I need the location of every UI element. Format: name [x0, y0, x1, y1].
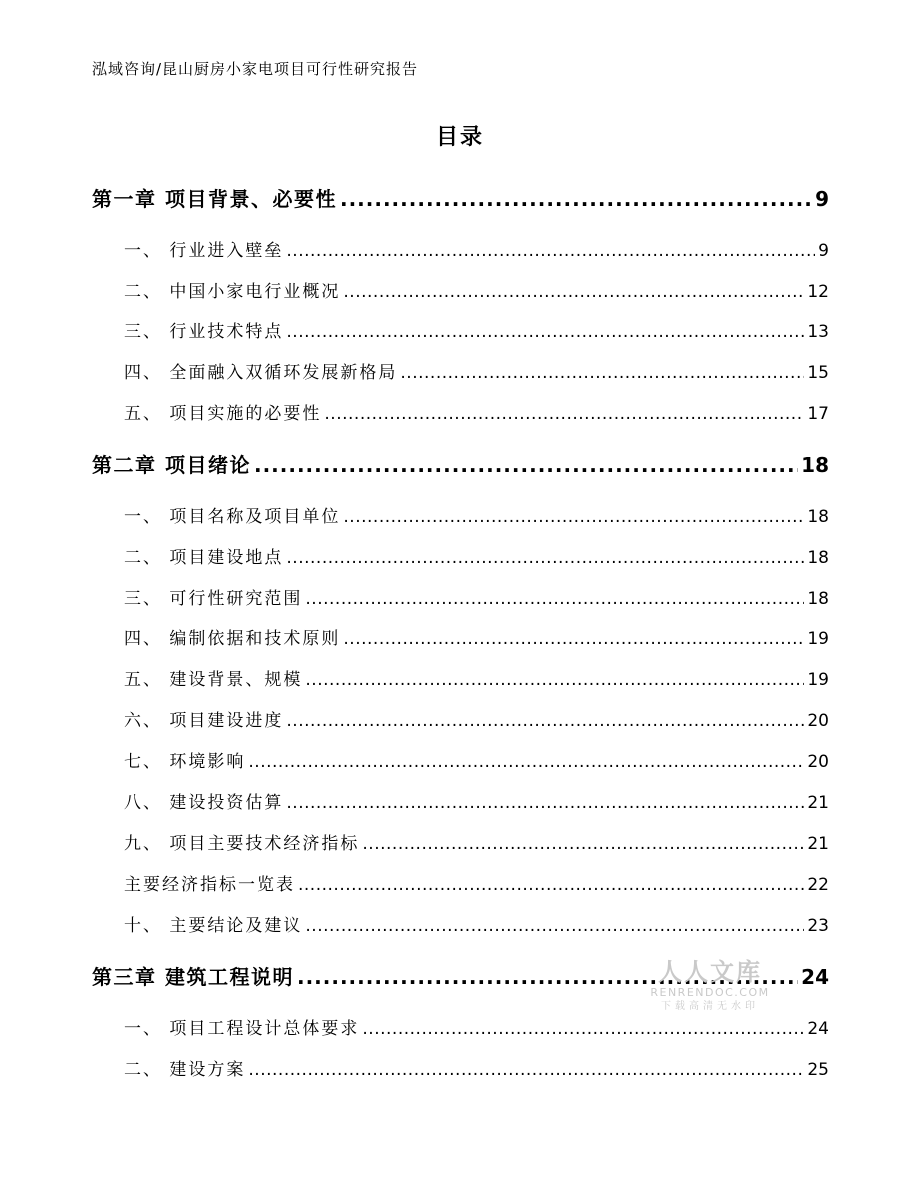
toc-dot-leader: [254, 453, 798, 477]
toc-page-number: 18: [807, 548, 829, 568]
toc-dot-leader: [340, 187, 812, 211]
page-title: 目录: [435, 125, 484, 150]
toc-page-number: 23: [807, 916, 829, 936]
toc-section[interactable]: [92, 317, 829, 342]
toc-dot-leader: [286, 322, 804, 342]
toc-section[interactable]: [92, 706, 829, 731]
toc-dot-leader: [343, 629, 804, 649]
toc-entry-label: 六、 项目建设进度: [124, 711, 284, 731]
toc-section[interactable]: [92, 624, 829, 649]
toc-entry-label: 三、 行业技术特点: [124, 322, 284, 342]
toc-dot-leader: [248, 1060, 804, 1080]
toc-entry-label: 九、 项目主要技术经济指标: [124, 834, 360, 854]
toc-entry-label: 三、 可行性研究范围: [124, 589, 303, 609]
toc-entry-label: 四、 全面融入双循环发展新格局: [124, 363, 398, 383]
watermark-logo: 人人文库: [658, 958, 762, 986]
toc-dot-leader: [286, 711, 804, 731]
toc-section[interactable]: [92, 236, 829, 261]
toc-page-number: 19: [807, 629, 829, 649]
toc-entry-label: 第三章 建筑工程说明: [92, 965, 294, 989]
toc-dot-leader: [343, 507, 804, 527]
toc-section[interactable]: [92, 1014, 829, 1039]
toc-entry-label: 十、 主要结论及建议: [124, 916, 303, 936]
toc-section[interactable]: [92, 870, 829, 895]
toc-dot-leader: [286, 241, 815, 261]
toc-entry-label: 一、 项目名称及项目单位: [124, 507, 341, 527]
toc-section[interactable]: [92, 1055, 829, 1080]
toc-dot-leader: [362, 834, 804, 854]
toc-page-number: 18: [807, 589, 829, 609]
toc-entry-label: 一、 项目工程设计总体要求: [124, 1019, 360, 1039]
toc-dot-leader: [286, 548, 804, 568]
toc-entry-label: 第一章 项目背景、必要性: [92, 187, 337, 211]
toc-section[interactable]: [92, 358, 829, 383]
toc-page-number: 20: [807, 711, 829, 731]
toc-dot-leader: [400, 363, 804, 383]
toc-dot-leader: [324, 404, 804, 424]
toc-dot-leader: [248, 752, 804, 772]
running-header: 泓域咨询/昆山厨房小家电项目可行性研究报告: [92, 60, 419, 78]
toc-dot-leader: [305, 670, 804, 690]
toc-page-number: 22: [807, 875, 829, 895]
toc-page-number: 17: [807, 404, 829, 424]
toc-section[interactable]: [92, 788, 829, 813]
toc-section[interactable]: [92, 502, 829, 527]
toc-page-number: 25: [807, 1060, 829, 1080]
toc-dot-leader: [362, 1019, 804, 1039]
toc-page-number: 21: [807, 834, 829, 854]
toc-dot-leader: [305, 916, 804, 936]
toc-page-number: 18: [801, 453, 829, 477]
toc-page-number: 9: [815, 187, 829, 211]
toc-page-number: 21: [807, 793, 829, 813]
toc-page-number: 20: [807, 752, 829, 772]
toc-entry-label: 主要经济指标一览表: [124, 875, 295, 895]
toc-entry-label: 七、 环境影响: [124, 752, 246, 772]
toc-chapter-1[interactable]: [92, 183, 829, 212]
toc-page-number: 12: [807, 282, 829, 302]
watermark: [645, 958, 775, 1014]
watermark-url: RENRENDOC.COM: [650, 986, 770, 999]
toc-section[interactable]: [92, 747, 829, 772]
watermark-subtitle: 下载高清无水印: [661, 1001, 759, 1012]
toc-dot-leader: [298, 875, 804, 895]
toc-dot-leader: [305, 589, 804, 609]
toc-entry-label: 二、 项目建设地点: [124, 548, 284, 568]
toc-dot-leader: [286, 793, 804, 813]
toc-page-number: 13: [807, 322, 829, 342]
toc-section[interactable]: [92, 665, 829, 690]
toc-section[interactable]: [92, 543, 829, 568]
toc-entry-label: 四、 编制依据和技术原则: [124, 629, 341, 649]
toc-chapter-2[interactable]: [92, 449, 829, 478]
toc-entry-label: 第二章 项目绪论: [92, 453, 251, 477]
toc-entry-label: 五、 项目实施的必要性: [124, 404, 322, 424]
toc-section[interactable]: [92, 277, 829, 302]
toc-page-number: 19: [807, 670, 829, 690]
toc-page-number: 24: [801, 965, 829, 989]
toc-section[interactable]: [92, 584, 829, 609]
toc-dot-leader: [343, 282, 804, 302]
toc-page-number: 9: [818, 241, 829, 261]
toc-section[interactable]: [92, 911, 829, 936]
toc-page-number: 24: [807, 1019, 829, 1039]
toc-page-number: 18: [807, 507, 829, 527]
toc-page-number: 15: [807, 363, 829, 383]
toc-section[interactable]: [92, 399, 829, 424]
toc-entry-label: 八、 建设投资估算: [124, 793, 284, 813]
toc-section[interactable]: [92, 829, 829, 854]
toc-entry-label: 二、 建设方案: [124, 1060, 246, 1080]
toc-entry-label: 二、 中国小家电行业概况: [124, 282, 341, 302]
toc-entry-label: 五、 建设背景、规模: [124, 670, 303, 690]
toc-entry-label: 一、 行业进入壁垒: [124, 241, 284, 261]
